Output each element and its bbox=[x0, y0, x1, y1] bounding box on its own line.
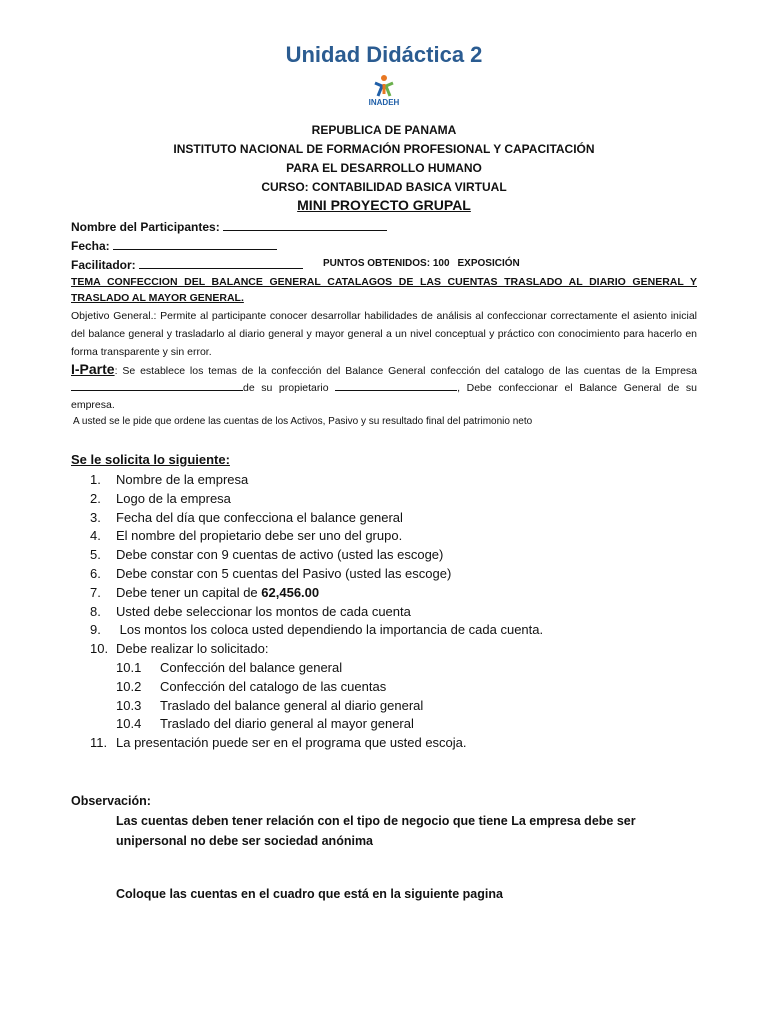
owner-blank bbox=[335, 380, 457, 391]
request-heading: Se le solicita lo siguiente: bbox=[71, 452, 230, 467]
item-number: 4. bbox=[90, 528, 101, 544]
project-title: MINI PROYECTO GRUPAL bbox=[297, 197, 471, 213]
list-item bbox=[90, 527, 710, 546]
observation-text: Las cuentas deben tener relación con el tipo de negocio que tiene La empresa debe ser unipersonal no debe ser sociedad anónima bbox=[116, 814, 636, 848]
list-item bbox=[90, 603, 710, 622]
list-item bbox=[90, 546, 710, 565]
order-instruction: A usted se le pide que ordene las cuentas de los Activos, Pasivo y su resultado final del patrimonio neto bbox=[73, 416, 533, 427]
item-text: Debe constar con 5 cuentas del Pasivo (usted las escoge) bbox=[116, 565, 452, 581]
evaluation-type: EXPOSICIÓN bbox=[457, 258, 520, 269]
item-text: Confección del balance general bbox=[160, 659, 343, 675]
objective-text: Objetivo General.: Permite al participante conocer desarrollar habilidades de análisis al confeccionar correctamente el asiento inicial del balance general y trasladarlo al diario general y mayor general a un nivel conceptual y práctico con conocimiento para hacerlo en forma transparente y sin error. bbox=[71, 310, 697, 358]
item-number: 11. bbox=[90, 735, 108, 751]
part1-label: I-Parte bbox=[71, 361, 115, 377]
item-text: Nombre de la empresa bbox=[116, 472, 249, 487]
facilitator-label: Facilitador: bbox=[71, 258, 136, 272]
facilitator-blank bbox=[139, 256, 303, 269]
points-label: PUNTOS OBTENIDOS: 100 bbox=[323, 258, 450, 269]
inadeh-logo bbox=[364, 74, 404, 110]
institution-header bbox=[0, 121, 768, 197]
item-text: Usted debe seleccionar los montos de cada cuenta bbox=[116, 603, 411, 619]
item-number: 2. bbox=[90, 490, 101, 506]
list-item bbox=[90, 565, 710, 584]
item-text: Debe constar con 9 cuentas de activo (usted las escoge) bbox=[116, 547, 444, 563]
item-text: Debe tener un capital de bbox=[116, 584, 258, 600]
closing-instruction: Coloque las cuentas en el cuadro que está en la siguiente pagina bbox=[116, 887, 503, 901]
item-text: Confección del catalogo de las cuentas bbox=[160, 678, 387, 694]
facilitator-field bbox=[71, 256, 303, 272]
list-item bbox=[90, 584, 710, 603]
item-text: Fecha del día que confecciona el balance general bbox=[116, 509, 403, 525]
header-line: REPUBLICA DE PANAMA bbox=[311, 123, 457, 137]
item-number: 10. bbox=[90, 641, 109, 657]
date-field bbox=[71, 237, 277, 253]
header-line: INSTITUTO NACIONAL DE FORMACIÓN PROFESIONAL Y CAPACITACIÓN bbox=[173, 142, 595, 156]
capital-amount: 62,456.00 bbox=[261, 584, 320, 600]
item-text: Traslado del diario general al mayor general bbox=[160, 716, 414, 732]
item-text: El nombre del propietario debe ser uno del grupo. bbox=[116, 528, 403, 544]
part1-text-c: , Debe confeccionar el Balance General de su empresa. bbox=[71, 382, 698, 411]
sub-list-item bbox=[90, 697, 710, 716]
list-item bbox=[90, 509, 710, 528]
item-number: 6. bbox=[90, 565, 101, 581]
list-item bbox=[90, 471, 710, 490]
list-item bbox=[90, 734, 710, 753]
item-text: La presentación puede ser en el programa que usted escoja. bbox=[116, 735, 467, 751]
date-blank bbox=[113, 237, 277, 250]
header-line: CURSO: CONTABILIDAD BASICA VIRTUAL bbox=[261, 180, 507, 194]
item-number: 5. bbox=[90, 547, 101, 563]
item-number: 8. bbox=[90, 603, 101, 619]
sub-list-item bbox=[90, 659, 710, 678]
item-number: 3. bbox=[90, 509, 101, 525]
item-number: 1. bbox=[90, 472, 101, 487]
header-line: PARA EL DESARROLLO HUMANO bbox=[286, 161, 482, 175]
item-text: Los montos los coloca usted dependiendo la importancia de cada cuenta. bbox=[116, 622, 544, 638]
part1-text-a: : Se establece los temas de la confección del Balance General confección del catalogo de las cuentas de la Empresa bbox=[114, 365, 697, 377]
item-text: Traslado del balance general al diario general bbox=[160, 697, 424, 713]
date-label: Fecha: bbox=[71, 239, 110, 253]
logo-text: INADEH bbox=[368, 98, 400, 107]
item-number: 9. bbox=[90, 622, 101, 638]
theme-text: TEMA CONFECCION DEL BALANCE GENERAL CATALAGOS DE LAS CUENTAS TRASLADO AL DIARIO GENERAL Y TRASLADO AL MAYOR GENERAL. bbox=[71, 276, 697, 304]
list-item bbox=[90, 490, 710, 509]
sub-list-item bbox=[90, 678, 710, 697]
participants-field bbox=[71, 218, 387, 234]
item-text: Debe realizar lo solicitado: bbox=[116, 641, 269, 657]
list-item bbox=[90, 640, 710, 659]
list-item bbox=[90, 621, 710, 640]
unit-title: Unidad Didáctica 2 bbox=[285, 42, 483, 67]
observation-heading: Observación: bbox=[71, 794, 151, 808]
points-line bbox=[323, 258, 520, 269]
participants-blank bbox=[223, 218, 387, 231]
item-number: 10.1 bbox=[116, 659, 142, 675]
item-number: 10.2 bbox=[116, 678, 142, 694]
item-number: 10.3 bbox=[116, 697, 142, 713]
request-list bbox=[90, 471, 710, 753]
item-number: 10.4 bbox=[116, 716, 142, 732]
logo-mark-icon bbox=[372, 74, 396, 98]
company-blank bbox=[71, 380, 243, 391]
part1-text-b: de su propietario bbox=[243, 382, 329, 394]
part1-paragraph bbox=[71, 361, 697, 414]
item-text: Logo de la empresa bbox=[116, 490, 231, 506]
sub-list-item bbox=[90, 715, 710, 734]
item-number: 7. bbox=[90, 584, 101, 600]
participants-label: Nombre del Participantes: bbox=[71, 220, 220, 234]
